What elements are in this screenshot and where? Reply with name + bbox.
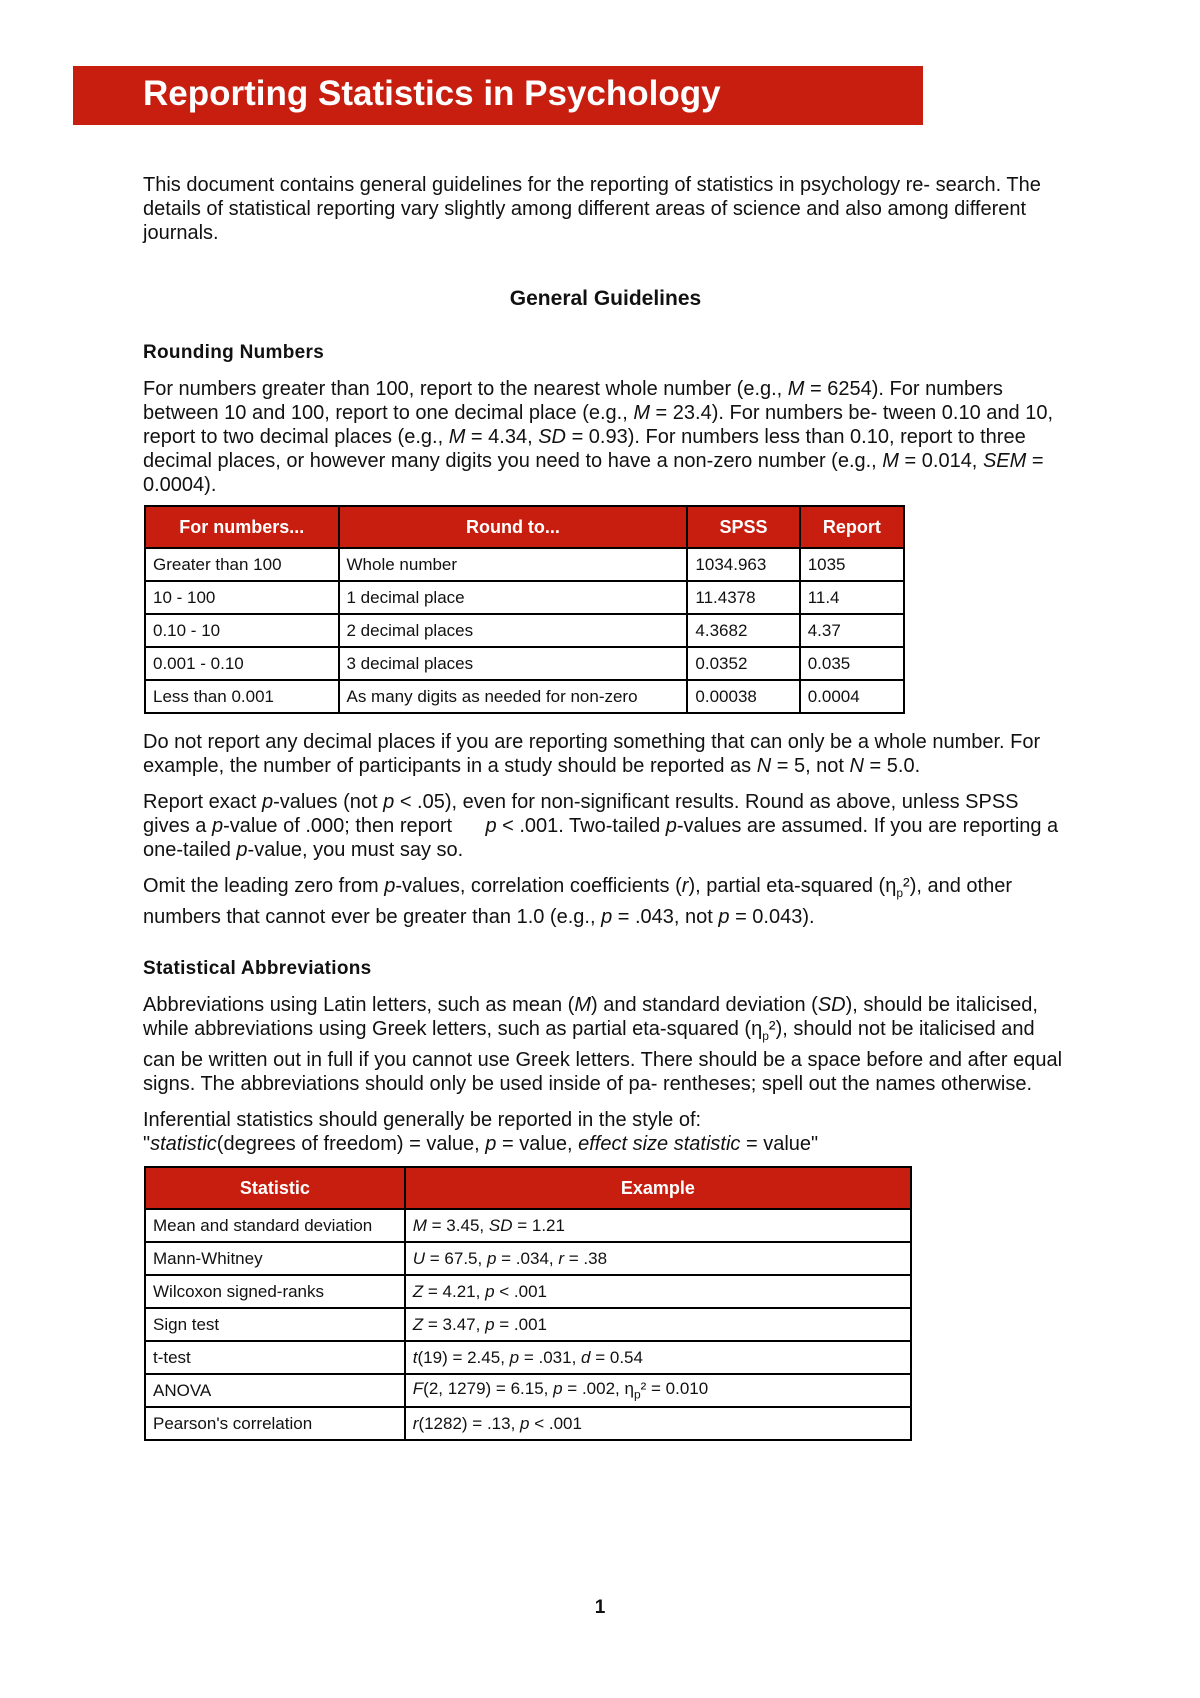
rounding-paragraph: For numbers greater than 100, report to the nearest whole number (e.g., M = 6254). For numbers between 10 and 100, report to one decimal place (e.g., M = 23.4). For numbers be- tween 0.10 and 10, report to two decimal places (e.g., M = 4.34, SD = 0.93). For numbers less than 0.10, report to three decimal places, or however many digits you need to have a non-zero number (e.g., M = 0.014, SEM = 0.0004).: [143, 378, 1054, 496]
statistic-example: Z = 4.21, p < .001: [405, 1275, 911, 1308]
table-cell: 1034.963: [687, 548, 799, 581]
statistic-name: Sign test: [145, 1308, 405, 1341]
table-cell: 3 decimal places: [339, 647, 688, 680]
statistics-examples-table: [144, 1166, 912, 1441]
rounding-heading: Rounding Numbers: [143, 342, 325, 363]
table-row: [145, 1275, 911, 1308]
table-cell: 11.4: [800, 581, 904, 614]
rounding-table-header: Round to...: [339, 506, 688, 548]
statistic-name: Pearson's correlation: [145, 1407, 405, 1440]
page-title: Reporting Statistics in Psychology: [143, 74, 721, 113]
table-cell: 0.001 - 0.10: [145, 647, 339, 680]
rounding-table-header: For numbers...: [145, 506, 339, 548]
table-row: [145, 548, 904, 581]
table-cell: 4.3682: [687, 614, 799, 647]
statistic-example: F(2, 1279) = 6.15, p = .002, $\eta_p^2 = 0.010$: [405, 1374, 911, 1407]
table-row: [145, 581, 904, 614]
abbreviations-paragraph: Abbreviations using Latin letters, such as mean (M) and standard deviation (SD), should be italicised, while abbreviations using Greek letters, such as partial eta-squared $(\eta_p^2)$, should not be italicised and can be written out in full if you cannot use Greek letters. There should be a space before and after equal signs. The abbreviations should only be used inside of pa- rentheses; spell out the names otherwise.: [143, 994, 1063, 1095]
table-row: [145, 1341, 911, 1374]
table-cell: 0.0352: [687, 647, 799, 680]
intro-paragraph: This document contains general guidelines for the reporting of statistics in psychology re- search. The details of statistical reporting vary slightly among different areas of science and also among different journals.: [143, 174, 1041, 244]
statistic-name: Wilcoxon signed-ranks: [145, 1275, 405, 1308]
table-cell: Greater than 100: [145, 548, 339, 581]
table-cell: 0.10 - 10: [145, 614, 339, 647]
section-title: General Guidelines: [509, 287, 702, 310]
leading-zero-paragraph: Omit the leading zero from p-values, correlation coefficients (r), partial eta-squared $(\eta_p^2)$, and other numbers that cannot ever be greater than 1.0 (e.g., p = .043, not p = 0.043).: [143, 875, 1012, 928]
statistic-name: t-test: [145, 1341, 405, 1374]
table-cell: 0.00038: [687, 680, 799, 713]
rounding-table-header: Report: [800, 506, 904, 548]
whole-number-paragraph: Do not report any decimal places if you are reporting something that can only be a whole number. For example, the number of participants in a study should be reported as N = 5, not N = 5.0.: [143, 731, 1041, 777]
table-cell: 0.0004: [800, 680, 904, 713]
table-row: [145, 680, 904, 713]
table-cell: 0.035: [800, 647, 904, 680]
table-cell: 1035: [800, 548, 904, 581]
table-row: [145, 1374, 911, 1407]
abbreviations-heading: Statistical Abbreviations: [143, 958, 372, 979]
table-row: [145, 1209, 911, 1242]
table-cell: 10 - 100: [145, 581, 339, 614]
table-cell: 1 decimal place: [339, 581, 688, 614]
page-number: 1: [594, 1597, 606, 1618]
document-body: [143, 173, 1068, 1441]
table-row: [145, 1308, 911, 1341]
statistic-example: t(19) = 2.45, p = .031, d = 0.54: [405, 1341, 911, 1374]
statistic-example: U = 67.5, p = .034, r = .38: [405, 1242, 911, 1275]
statistic-name: Mean and standard deviation: [145, 1209, 405, 1242]
table-row: [145, 1242, 911, 1275]
statistic-example: r(1282) = .13, p < .001: [405, 1407, 911, 1440]
statistic-example: Z = 3.47, p = .001: [405, 1308, 911, 1341]
statistic-example: M = 3.45, SD = 1.21: [405, 1209, 911, 1242]
table-row: [145, 614, 904, 647]
stats-table-header: Statistic: [145, 1167, 405, 1209]
reporting-style-paragraph: Inferential statistics should generally be reported in the style of: "statistic(degrees of freedom) = value, p = value, effect size statistic = value": [143, 1109, 819, 1155]
table-cell: 4.37: [800, 614, 904, 647]
exact-p-paragraph: Report exact p-values (not p < .05), even for non-significant results. Round as above, unless SPSS gives a p-value of .000; then report p < .001. Two-tailed p-values are assumed. If you are reporting a one-tailed p-value, you must say so.: [143, 791, 1059, 861]
table-row: [145, 1407, 911, 1440]
statistic-name: Mann-Whitney: [145, 1242, 405, 1275]
table-cell: As many digits as needed for non-zero: [339, 680, 688, 713]
rounding-table: [144, 505, 905, 714]
table-cell: 2 decimal places: [339, 614, 688, 647]
table-cell: Less than 0.001: [145, 680, 339, 713]
statistic-name: ANOVA: [145, 1374, 405, 1407]
table-cell: Whole number: [339, 548, 688, 581]
title-bar: [73, 66, 923, 125]
rounding-table-header: SPSS: [687, 506, 799, 548]
table-cell: 11.4378: [687, 581, 799, 614]
stats-table-header: Example: [405, 1167, 911, 1209]
table-row: [145, 647, 904, 680]
